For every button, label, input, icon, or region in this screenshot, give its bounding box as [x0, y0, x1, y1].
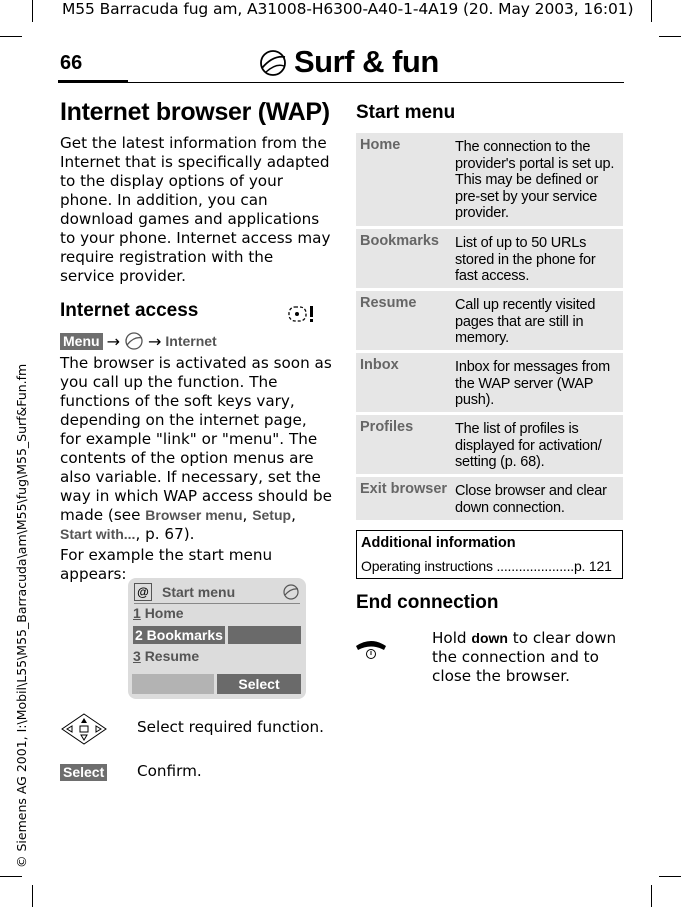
row-description: The connection to the provider's portal is set up. This may be defined or pre-set by your service provider.	[455, 139, 615, 221]
confirm-text: Confirm.	[137, 762, 202, 780]
navigation-key-icon	[60, 713, 108, 745]
section-title: Internet browser (WAP)	[60, 98, 330, 126]
selection-bar	[228, 626, 301, 644]
chapter-title-text: Surf & fun	[294, 44, 439, 79]
item-label: 2 Bookmarks	[135, 627, 223, 643]
select-key: Select	[60, 764, 107, 781]
row-key: Bookmarks	[360, 233, 439, 249]
document-header: M55 Barracuda fug am, A31008-H6300-A40-1-4A19 (20. May 2003, 16:01)	[62, 0, 634, 18]
header-rule	[128, 82, 624, 83]
item-label: Home	[144, 605, 184, 621]
crop-mark	[0, 36, 22, 37]
row-key: Exit browser	[360, 481, 448, 497]
crop-mark	[651, 0, 652, 22]
at-icon: @	[134, 583, 152, 601]
globe-icon	[124, 331, 144, 351]
browser-text-end: , p. 67).	[135, 525, 195, 543]
text: Hold	[432, 629, 472, 647]
browser-description	[60, 354, 332, 544]
item-number: 3	[133, 648, 141, 664]
row-description: Inbox for messages from the WAP server (WAP push).	[455, 359, 610, 408]
ref-browser-menu: Browser menu	[145, 507, 243, 523]
crop-mark	[651, 885, 652, 907]
additional-info-title: Additional information	[361, 535, 516, 551]
arrow-icon: →	[147, 331, 162, 351]
header-rule-thick	[58, 80, 128, 83]
internet-access-heading: Internet access	[60, 300, 199, 321]
example-text: For example the start menu appears:	[60, 546, 273, 583]
globe-icon	[258, 47, 288, 77]
table-row	[356, 415, 623, 477]
down-key-label: down	[471, 630, 508, 646]
display-item-bookmarks	[133, 626, 301, 644]
display-title-bar	[134, 581, 300, 604]
select-key-label	[60, 762, 107, 781]
row-description: Close browser and clear down connection.	[455, 483, 607, 516]
additional-info-text: Operating instructions .....................p. 121	[361, 558, 612, 574]
ref-start-with: Start with...	[60, 526, 136, 542]
menu-key: Menu	[60, 333, 103, 350]
crop-mark	[659, 876, 681, 877]
row-description: Call up recently visited pages that are still in memory.	[455, 297, 596, 346]
text: to clear down the connection and to close the browser.	[432, 629, 617, 685]
menu-item-internet: Internet	[165, 333, 217, 349]
intro-text: Get the latest information from the Internet that is specifically adapted to the display options of your phone. In addition, you can download games and applications to your phone. Internet access may require registration with the service provider.	[60, 134, 331, 285]
row-key: Home	[360, 137, 401, 153]
display-item-resume	[133, 648, 199, 664]
softkey-left	[132, 674, 214, 694]
table-row	[356, 229, 623, 291]
end-key-icon	[354, 638, 388, 660]
select-function-text: Select required function.	[137, 718, 325, 736]
crop-mark	[659, 36, 681, 37]
row-key: Resume	[360, 295, 417, 311]
softkey-select: Select	[217, 674, 301, 694]
start-menu-heading: Start menu	[356, 102, 456, 123]
display-title: Start menu	[162, 584, 236, 600]
phone-display	[128, 578, 306, 699]
row-description: List of up to 50 URLs stored in the phone for fast access.	[455, 235, 596, 284]
menu-path	[60, 331, 217, 351]
separator: ,	[291, 506, 296, 524]
network-service-icon	[288, 304, 316, 324]
ref-setup: Setup	[252, 507, 292, 523]
separator: ,	[242, 506, 253, 524]
end-connection-heading: End connection	[356, 592, 499, 613]
crop-mark	[32, 0, 33, 22]
side-file-path: © Siemens AG 2001, I:\Mobil\L55\M55_Barracuda\am\M55\fug\M55_Surf&Fun.fm	[14, 363, 29, 868]
table-row	[356, 133, 623, 229]
row-description: The list of profiles is displayed for activation/ setting (p. 68).	[455, 421, 602, 470]
row-key: Inbox	[360, 357, 399, 373]
arrow-icon: →	[106, 331, 120, 351]
end-connection-text	[432, 629, 627, 686]
globe-icon	[282, 583, 300, 601]
table-row	[356, 291, 623, 353]
chapter-title	[258, 44, 439, 80]
table-row	[356, 353, 623, 415]
browser-text: The browser is activated as soon as you call up the function. The functions of the soft keys vary, depending on the internet page, for example "link" or "menu". The contents of the option menus are also variable. If necessary, set the way in which WAP access should be made (see	[60, 354, 332, 524]
additional-info-box	[356, 530, 623, 579]
page-number: 66	[60, 52, 83, 74]
row-key: Profiles	[360, 419, 414, 435]
display-item-home	[133, 605, 184, 621]
item-label: Resume	[144, 648, 200, 664]
crop-mark	[32, 885, 33, 907]
item-number: 1	[133, 605, 141, 621]
start-menu-table	[356, 133, 623, 520]
crop-mark	[0, 876, 22, 877]
table-row	[356, 477, 623, 520]
